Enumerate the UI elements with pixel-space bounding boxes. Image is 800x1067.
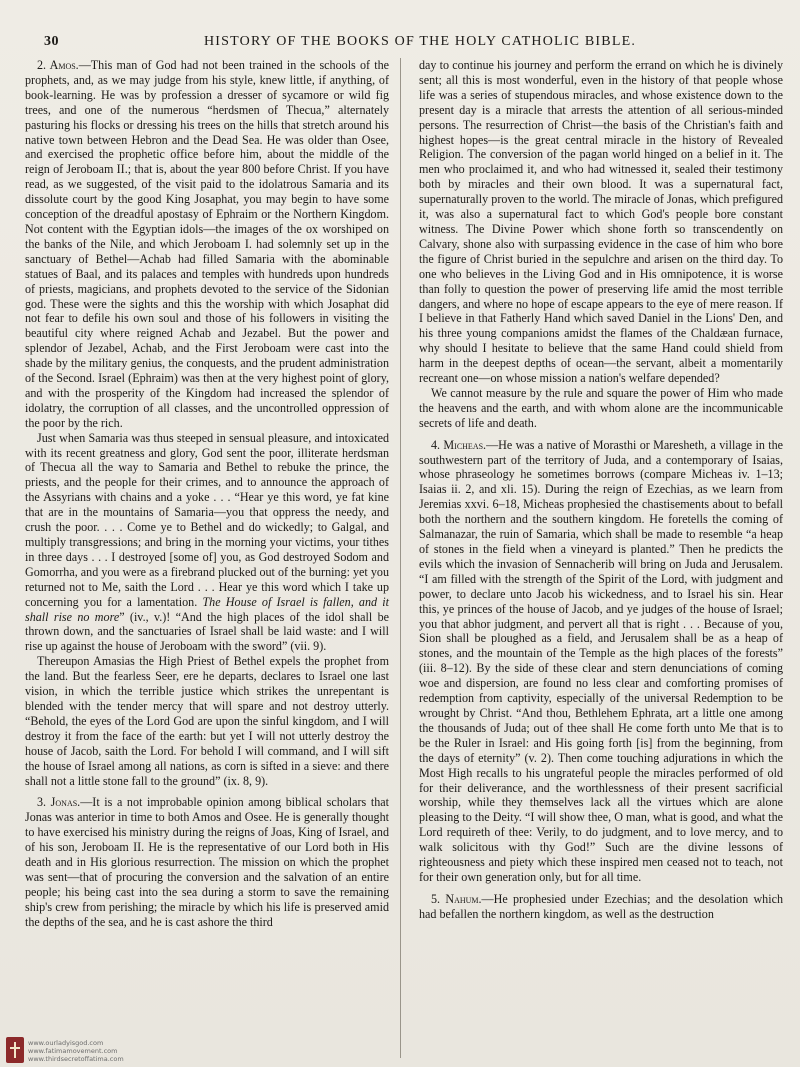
site-watermark bbox=[6, 1033, 124, 1063]
nahum-text: —He prophesied under Ezechias; and the desolation which had befallen the northern kingdom, as well as the destruction bbox=[419, 891, 784, 921]
shield-logo-icon bbox=[6, 1037, 24, 1063]
amos-text-2b: ” (iv., v.)! “And the high places of the idol shall be thrown down, and the sanctuaries of Israel shall be laid waste: and I will rise up against the house of Jeroboam with the sword” (vii. 9). bbox=[25, 609, 389, 654]
watermark-urls bbox=[28, 1039, 124, 1063]
watermark-url-1[interactable]: www.ourladyisgod.com bbox=[28, 1039, 104, 1047]
jonas-paragraph bbox=[25, 795, 389, 929]
watermark-url-3[interactable]: www.thirdsecretoffatima.com bbox=[28, 1055, 124, 1063]
amos-heading: 2. Amos. bbox=[37, 58, 79, 72]
micheas-paragraph bbox=[419, 438, 783, 885]
jonas-text: —It is a not improbable opinion among biblical scholars that Jonas was anterior in time to both Amos and Osee. He is generally thought to have exercised his ministry during the reigns of Joas, King of Israel, and of his son, Jeroboam II. He is the representative of our Lord both in His death and in His glorious resurrection. The mission on which the prophet was sent—that of procuring the conversion and the salvation of an entire people; his being cast into the sea during a storm to save the remaining ship's crew from perishing; the miracle by which his life is preserved amid the depths of the sea, and he is cast ashore the third bbox=[25, 795, 390, 929]
amos-paragraph bbox=[25, 58, 389, 431]
amos-text: —This man of God had not been trained in the schools of the prophets, and, as we may judge from his style, knew little, if anything, of book-learning. He was by profession a dresser of sycamore or wild fig trees, and one of the numerous “herdsmen of Thecua,” alternately pasturing his flocks or dressing his trees on the hills that stretch around his native town between Hebron and the Dead Sea. He was older than Osee, and exercised the prophetic office before him, about the middle of the reign of Jeroboam II.; that is, about the year 800 before Christ. If you have read, as we suggested, of the visit paid to the idolatrous Samaria and its dissolute court by the good King Josaphat, you may begin to have some conception of the dreadful apostasy of Ephraim or the Northern Kingdom. Not content with the Egyptian idols—the images of the ox worshiped on the banks of the Nile, and which Jeroboam I. had solemnly set up in the sanctuary of Bethel—Achab had filled Samaria with the abominable statues of Baal, and its palaces and temples with hundreds upon hundreds of priests, magicians, and prophets devoted to the service of the Sidonian god. These were the sights and this the worship with which Josaphat did not fear to defile his own soul and those of his followers in visiting the beautiful city where reigned Achab and Jezabel. But the power and splendor of Jezabel, Achab, and the First Jeroboam were cast into the shade by the military genius, the conquests, and the prudent administration of the Second. Israel (Ephraim) was then at the very highest point of glory, and with the prosperity of the Kingdom had increased the splendor of idolatry, the corruption of all classes, and the uncontrolled oppression of the poor by the rich. bbox=[25, 58, 389, 430]
amos-italic-quote: The House of Israel is fallen, and it shall rise no more bbox=[25, 594, 389, 624]
nahum-heading: 5. Nahum. bbox=[431, 891, 482, 906]
page-header bbox=[44, 34, 756, 54]
jonas-continuation: day to continue his journey and perform the errand on which he is divinely sent; all this is most wonderful, even in the history of that people whose life was a series of stupendous miracles, and whose existence down to the present day is a miracle that arrests the attention of all serious-minded persons. The resurrection of Christ—the basis of the Christian's faith and highest hopes—is the great central miracle in the history of Revealed Religion. The conversion of the pagan world hinged on a belief in it. The men who proclaimed it, and who had witnessed it, sealed their testimony both by miracles and their own blood. It was a supernatural fact, supernaturally proven to the world. The miracle of Jonas, which prefigured it, was also a supernatural fact to which God's people bore constant witness. The Divine Power which shone forth so transcendently on Calvary, shone also with surpassing evidence in the case of him who bore the figure of Christ buried in the sepulchre and arisen on the third day. To one who believes in the Living God and in His omnipotence, it is worse than folly to question the power of preserving life amid the most terrible dangers, and where no hope of escape appears to the eye of mere reason. If I believe in that Fatherly Hand which saved Daniel in the Lions' Den, and his three young companions amidst the flames of the Chaldæan furnace, why should I hesitate to believe that the same Hand could shield from harm in the deepest depths of ocean—the servant, albeit a momentarily recreant one—on whose mission a nation's welfare depended? bbox=[419, 58, 783, 386]
running-title: HISTORY OF THE BOOKS OF THE HOLY CATHOLIC BIBLE. bbox=[204, 34, 637, 49]
jonas-heading: 3. Jonas. bbox=[37, 795, 81, 810]
nahum-paragraph bbox=[419, 892, 783, 922]
amos-paragraph-2 bbox=[25, 431, 389, 655]
amos-paragraph-3: Thereupon Amasias the High Priest of Bethel expels the prophet from the land. But the fearless Seer, ere he departs, declares to Israel one last vision, in which the terrible justice which strikes the unrepentant is blended with the tender mercy that will spare and not destroy utterly. “Behold, the eyes of the Lord God are upon the sinful kingdom, and I will destroy it from the face of the earth: but yet I will not utterly destroy the house of Jacob, saith the Lord. For behold I will command, and I will sift the house of Israel among all nations, as corn is sifted in a sieve: and there shall not a little stone fall to the ground” (ix. 8, 9). bbox=[25, 654, 389, 788]
page-number: 30 bbox=[44, 34, 59, 49]
micheas-text: —He was a native of Morasthi or Maresheth, a village in the southwestern part of the territory of Juda, and a contemporary of Isaias, whose phraseology he sometimes borrows (compare Micheas iv. 1–13; Isaias ii. 2, and xli. 15). During the reign of Ezechias, as we learn from Jeremias xxvi. 6–18, Micheas prophesied the chastisements about to befall both the northern and the southern kingdom. He foretells the coming of Salmanazar, the ruin of Samaria, which shall be made to resemble “a heap of stones in the field when a vineyard is planted.” Then he predicts the evils which the invasion of Sennacherib will bring on Juda and Jerusalem. “I am filled with the strength of the Spirit of the Lord, with judgment and power, to declare unto Jacob his wickedness, and to Israel his sin. Hear this, ye princes of the house of Jacob, and ye judges of the house of Israel; you that abhor judgment, and pervert all that is right . . . Because of you, Sion shall be ploughed as a field, and Jerusalem shall be as a heap of stones, and the mountain of the Temple as the high places of the forests” (iii. 8–12). By the side of these clear and stern denunciations of coming woe and dispersion, are found no less clear and comforting promises of redemption from captivity, especially of the universal Redemption to be wrought by Christ. “And thou, Bethlehem Ephrata, art a little one among the thousands of Juda; out of thee shall He come forth unto Me that is to be the Ruler in Israel: and His going forth [is] from the beginning, from the days of eternity” (v. 2). Then come touching adjurations in which the Most High recalls to his ungrateful people the miracles performed of old for their deliverance, and the worthlessness of their present sacrificial worship, while they themselves lack all the virtues which are alone pleasing to the Deity. “I will show thee, O man, what is good, and what the Lord requireth of thee: Verily, to do judgment, and to love mercy, and to walk solicitous with thy God!” Such are the divine lessons of righteousness and piety which these inspired men ceased not to teach, not for their own generation only, but for all time. bbox=[419, 437, 783, 884]
left-column bbox=[25, 58, 389, 930]
amos-text-2a: Just when Samaria was thus steeped in sensual pleasure, and intoxicated with its recent greatness and glory, God sent the poor, illiterate herdsman of Thecua all the way to Samaria and Bethel to rebuke the prince, the priests, and the people for their crimes, and to announce the approach of the Assyrians with chains and a yoke . . . “Hear ye this word, ye fat kine that are in the mountains of Samaria—you that oppress the needy, and crush the poor. . . . Come ye to Bethel and do wickedly; to Galgal, and multiply transgressions; and bring in the morning your victims, your tithes in three days . . . I destroyed [some of] you, as God destroyed Sodom and Gomorrha, and you were as a firebrand plucked out of the burning: yet you returned not to Me, saith the Lord . . . Hear ye this word which I take up concerning you for a lamentation. bbox=[25, 430, 389, 609]
column-divider bbox=[400, 58, 401, 1058]
watermark-url-2[interactable]: www.fatimamovement.com bbox=[28, 1047, 118, 1055]
cross-icon bbox=[8, 1040, 22, 1060]
right-column bbox=[419, 58, 783, 922]
jonas-paragraph-2: We cannot measure by the rule and square the power of Him who made the heavens and the earth, and with whom alone are the incommunicable secrets of life and death. bbox=[419, 385, 783, 430]
micheas-heading: 4. Micheas. bbox=[431, 437, 487, 452]
